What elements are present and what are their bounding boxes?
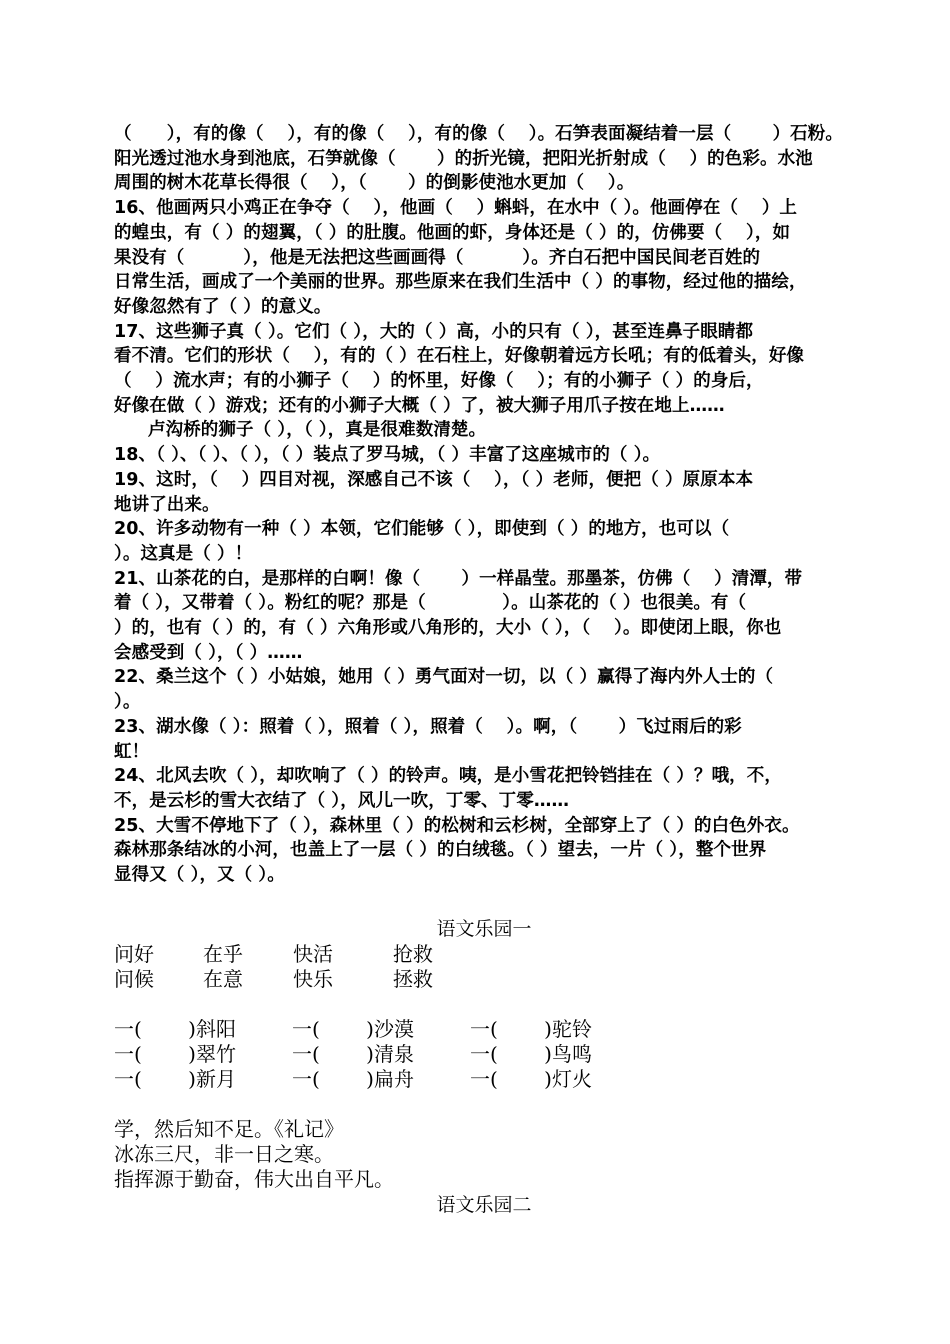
paragraph-line: 20、许多动物有一种（ ）本领，它们能够（ ），即使到（ ）的地方，也可以（ (114, 519, 730, 540)
section-two-title: 语文乐园二 (436, 1193, 532, 1216)
paragraph-line: 地讲了出来。 (114, 494, 220, 515)
measure-word-row (114, 1017, 854, 1042)
word-pairs-row-2 (114, 967, 854, 992)
measure-item: 一( )灯火 (470, 1066, 592, 1091)
paragraph-line: ）的，也有（ ）的，有（ ）六角形或八角形的，大小（ ），（ ）。即使闭上眼，你也 (114, 618, 782, 639)
word: 问好 (114, 941, 154, 966)
paragraph-line: 虹！ (114, 741, 150, 762)
paragraph-line: 22、桑兰这个（ ）小姑娘，她用（ ）勇气面对一切，以（ ）赢得了海内外人士的（ (114, 667, 774, 688)
measure-word-row (114, 1067, 854, 1092)
word: 问候 (114, 966, 154, 991)
word: 抢救 (393, 941, 433, 966)
exercise-paragraphs (114, 122, 854, 888)
paragraph-line: 周围的树木花草长得很（ ），（ ）的倒影使池水更加（ ）。 (114, 173, 635, 194)
word: 拯救 (393, 966, 433, 991)
quote-line: 冰冻三尺，非一日之寒。 (114, 1141, 334, 1166)
paragraph-line: 18、（ ）、（ ）、（ ），（ ）装点了罗马城，（ ）丰富了这座城市的（ ）。 (114, 445, 661, 466)
section-one-title: 语文乐园一 (436, 917, 532, 940)
paragraph-line: 看不清。它们的形状（ ），有的（ ）在石柱上，好像朝着远方长吼；有的低着头，好像 (114, 346, 805, 367)
paragraph-line: 25、大雪不停地下了（ ），森林里（ ）的松树和云杉树，全部穿上了（ ）的白色外衣。 (114, 815, 800, 836)
paragraph-line: 不，是云杉的雪大衣结了（ ），风儿一吹，丁零、丁零…… (114, 790, 570, 811)
paragraph-line: 24、北风去吹（ ），却吹响了（ ）的铃声。咦，是小雪花把铃铛挂在（ ）？哦，不， (114, 766, 782, 787)
paragraph-line: 着（ ），又带着（ ）。粉红的呢？那是（ ）。山茶花的（ ）也很美。有（ (114, 593, 747, 614)
paragraph-line: 16、他画两只小鸡正在争夺（ ），他画（ ）蝌蚪，在水中（ ）。他画停在（ ）上 (114, 198, 798, 219)
paragraph-line: 19、这时，（ ）四目对视，深感自己不该（ ），（ ）老师，便把（ ）原原本本 (114, 469, 754, 490)
paragraph-line: 21、山茶花的白，是那样的白啊！像（ ）一样晶莹。那墨茶，仿佛（ ）清潭，带 (114, 568, 803, 589)
word-pairs-row-1 (114, 942, 854, 967)
paragraph-line: 果没有（ ），他是无法把这些画画得（ ）。齐白石把中国民间老百姓的 (114, 247, 761, 268)
quote-line: 指挥源于勤奋，伟大出自平凡。 (114, 1166, 394, 1191)
paragraph-line: ）。这真是（ ）！ (114, 543, 253, 564)
paragraph-line: 会感受到（ ），（ ）…… (114, 642, 303, 663)
paragraph-line: ）。 (114, 692, 141, 713)
quote-line: 学，然后知不足。《礼记》 (114, 1116, 344, 1141)
paragraph-line: 好像在做（ ）游戏；还有的小狮子大概（ ）了，被大狮子用爪子按在地上…… (114, 395, 725, 416)
paragraph-line: 日常生活，画成了一个美丽的世界。那些原来在我们生活中（ ）的事物，经过他的描绘， (114, 272, 807, 293)
measure-word-row (114, 1042, 854, 1067)
measure-item: 一( )沙漠 (292, 1016, 414, 1041)
word: 快乐 (293, 966, 333, 991)
paragraph-line: （ ），有的像（ ），有的像（ ），有的像（ ）。石笋表面凝结着一层（ ）石粉。 (114, 124, 843, 144)
paragraph-line: （ ）流水声；有的小狮子（ ）的怀里，好像（ ）；有的小狮子（ ）的身后， (114, 371, 764, 392)
paragraph-line: 阳光透过池水身到池底，石笋就像（ ）的折光镜，把阳光折射成（ ）的色彩。水池 (114, 148, 813, 169)
document-page (114, 122, 854, 1218)
paragraph-line: 23、湖水像（ ）：照着（ ），照着（ ），照着（ ）。啊，（ ）飞过雨后的彩 (114, 716, 742, 737)
paragraph-line: 卢沟桥的狮子（ ），（ ），真是很难数清楚。 (148, 420, 487, 441)
word: 在意 (203, 966, 243, 991)
paragraph-line: 显得又（ ），又（ ）。 (114, 865, 285, 886)
paragraph-line: 17、这些狮子真（ ）。它们（ ），大的（ ）高，小的只有（ ），甚至连鼻子眼睛都 (114, 321, 754, 342)
measure-item: 一( )新月 (114, 1066, 236, 1091)
measure-item: 一( )扁舟 (292, 1066, 414, 1091)
paragraph-line: 好像忽然有了（ ）的意义。 (114, 296, 332, 317)
word: 快活 (293, 941, 333, 966)
measure-item: 一( )鸟鸣 (470, 1041, 592, 1066)
word: 在乎 (203, 941, 243, 966)
measure-item: 一( )驼铃 (470, 1016, 592, 1041)
measure-item: 一( )翠竹 (114, 1041, 236, 1066)
measure-item: 一( )清泉 (292, 1041, 414, 1066)
paragraph-line: 的蝗虫，有（ ）的翅翼，（ ）的肚腹。他画的虾，身体还是（ ）的，仿佛要（ ），如 (114, 222, 791, 243)
measure-item: 一( )斜阳 (114, 1016, 236, 1041)
paragraph-line: 森林那条结冰的小河，也盖上了一层（ ）的白绒毯。（ ）望去，一片（ ），整个世界 (114, 840, 767, 861)
